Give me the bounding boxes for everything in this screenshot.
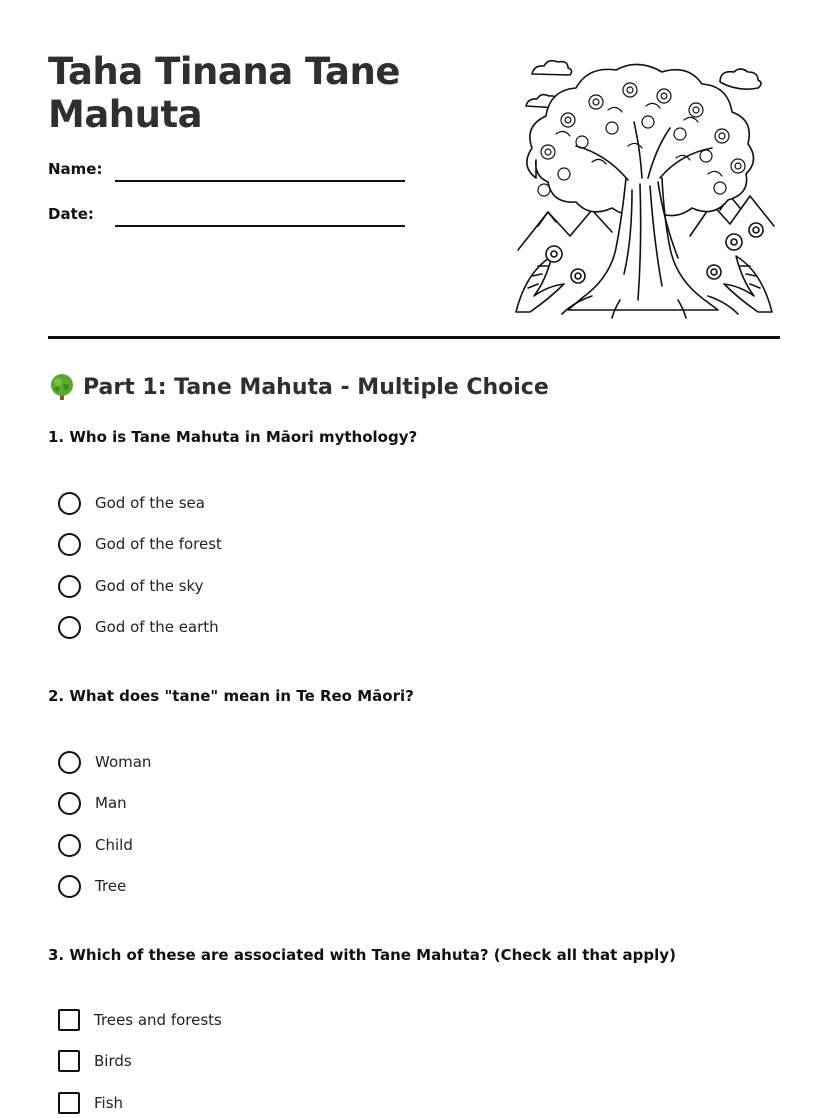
radio-button[interactable] [58,875,81,898]
option-label: God of the earth [95,618,219,636]
tree-illustration-icon [508,50,780,320]
q1-option-3[interactable] [58,574,204,598]
question-1-text: 1. Who is Tane Mahuta in Māori mythology? [48,428,418,446]
checkbox[interactable] [58,1009,80,1031]
section-divider [48,336,780,339]
date-field[interactable] [115,225,405,227]
option-label: Trees and forests [94,1011,222,1029]
radio-button[interactable] [58,575,81,598]
option-label: God of the sea [95,494,205,512]
tree-emoji-icon [48,373,76,401]
q3-option-2[interactable] [58,1049,132,1073]
radio-button[interactable] [58,834,81,857]
q1-option-2[interactable] [58,532,222,556]
option-label: Birds [94,1052,132,1070]
q3-option-3[interactable] [58,1091,123,1115]
q2-option-3[interactable] [58,833,133,857]
worksheet-title: Taha Tinana Tane Mahuta [48,50,400,136]
name-field[interactable] [115,180,405,182]
name-label: Name: [48,160,103,178]
question-2-text: 2. What does "tane" mean in Te Reo Māori? [48,687,414,705]
checkbox[interactable] [58,1050,80,1072]
option-label: Woman [95,753,152,771]
q1-option-1[interactable] [58,491,205,515]
option-label: Child [95,836,133,854]
option-label: Man [95,794,127,812]
radio-button[interactable] [58,792,81,815]
radio-button[interactable] [58,492,81,515]
radio-button[interactable] [58,533,81,556]
question-3-text: 3. Which of these are associated with Tane Mahuta? (Check all that apply) [48,946,676,964]
q2-option-1[interactable] [58,750,151,774]
option-label: God of the sky [95,577,204,595]
radio-button[interactable] [58,616,81,639]
q2-option-2[interactable] [58,791,127,815]
option-label: Fish [94,1094,124,1112]
radio-button[interactable] [58,751,81,774]
checkbox[interactable] [58,1092,80,1114]
q2-option-4[interactable] [58,874,126,898]
part1-title: Part 1: Tane Mahuta - Multiple Choice [83,374,549,400]
option-label: Tree [95,877,127,895]
q3-option-1[interactable] [58,1008,222,1032]
option-label: God of the forest [95,535,222,553]
q1-option-4[interactable] [58,615,219,639]
part1-heading [48,373,549,401]
date-label: Date: [48,205,94,223]
